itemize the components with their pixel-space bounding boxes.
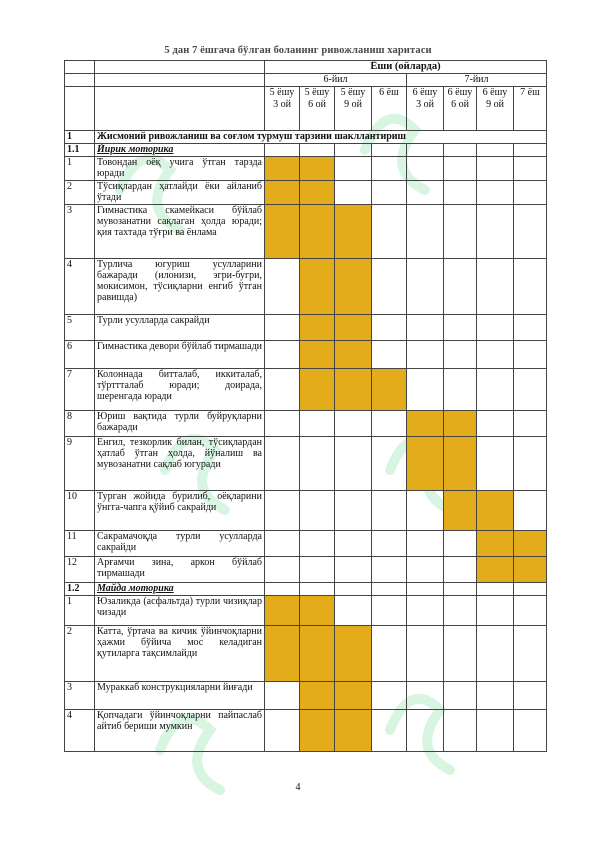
age-header: Ёши (ойларда) bbox=[265, 61, 547, 74]
milestone-cell-filled bbox=[300, 259, 335, 315]
row-number: 6 bbox=[65, 341, 95, 369]
development-map-table bbox=[64, 60, 547, 752]
milestone-cell bbox=[265, 682, 300, 710]
milestone-cell bbox=[477, 369, 514, 411]
subsection-number: 1.2 bbox=[65, 583, 95, 596]
month-header: 6 ёшу 6 ой bbox=[444, 87, 477, 131]
milestone-cell-filled bbox=[514, 557, 547, 583]
row-number: 1 bbox=[65, 157, 95, 181]
milestone-cell bbox=[477, 682, 514, 710]
year-6-header: 6-йил bbox=[265, 74, 407, 87]
milestone-cell bbox=[514, 596, 547, 626]
activity-text: Сакрамачоқда турли усулларда сакрайди bbox=[95, 531, 265, 557]
milestone-cell bbox=[514, 157, 547, 181]
activity-text: Гимнастика скамейкаси бўйлаб мувозанатни сақлаган ҳолда юради; қия тахтада тўғри ва ёнлама bbox=[95, 205, 265, 259]
milestone-cell bbox=[444, 369, 477, 411]
milestone-cell bbox=[265, 341, 300, 369]
milestone-cell-filled bbox=[335, 259, 372, 315]
milestone-cell bbox=[477, 596, 514, 626]
milestone-cell bbox=[407, 157, 444, 181]
milestone-cell bbox=[407, 205, 444, 259]
activity-text: Юзаликда (асфальтда) турли чизиқлар чизади bbox=[95, 596, 265, 626]
milestone-cell bbox=[335, 437, 372, 491]
activity-text: Колоннада битталаб, иккиталаб, тўрттталаб юради; доирада, шеренгада юради bbox=[95, 369, 265, 411]
milestone-cell bbox=[335, 557, 372, 583]
activity-text: Енгил, тезкорлик билан, тўсиқлардан ҳатлаб ўтган ҳолда, йўналиш ва мувозанатни сақлаб югуради bbox=[95, 437, 265, 491]
milestone-cell-filled bbox=[477, 557, 514, 583]
activity-text: Катта, ўртача ва кичик ўйинчоқларни ҳажми бўйича мос келадиган қутиларга тақсимлайди bbox=[95, 626, 265, 682]
milestone-cell bbox=[407, 531, 444, 557]
milestone-cell-filled bbox=[335, 205, 372, 259]
milestone-cell bbox=[514, 341, 547, 369]
activity-text: Қопчадаги ўйинчоқларни пайпаслаб айтиб бериши мумкин bbox=[95, 710, 265, 752]
milestone-cell bbox=[265, 315, 300, 341]
milestone-cell bbox=[514, 315, 547, 341]
subsection-title: Майда моторика bbox=[95, 583, 265, 596]
milestone-cell bbox=[444, 259, 477, 315]
milestone-cell bbox=[372, 157, 407, 181]
milestone-cell bbox=[444, 315, 477, 341]
activity-text: Юриш вақтида турли буйруқларни бажаради bbox=[95, 411, 265, 437]
milestone-cell bbox=[372, 596, 407, 626]
milestone-cell-filled bbox=[300, 626, 335, 682]
activity-text: Турли усулларда сакрайди bbox=[95, 315, 265, 341]
table-row bbox=[65, 626, 547, 682]
row-number: 1 bbox=[65, 596, 95, 626]
milestone-cell bbox=[372, 710, 407, 752]
activity-text: Гимнастика девори бўйлаб тирмашади bbox=[95, 341, 265, 369]
page-title: 5 дан 7 ёшгача бўлган боланинг ривожланиш харитаси bbox=[164, 45, 432, 56]
milestone-cell-filled bbox=[477, 491, 514, 531]
table-row bbox=[65, 596, 547, 626]
milestone-cell bbox=[372, 626, 407, 682]
milestone-cell bbox=[477, 341, 514, 369]
milestone-cell bbox=[372, 205, 407, 259]
milestone-cell bbox=[372, 411, 407, 437]
milestone-cell-filled bbox=[300, 596, 335, 626]
table-row bbox=[65, 205, 547, 259]
milestone-cell-filled bbox=[300, 369, 335, 411]
table-row bbox=[65, 369, 547, 411]
milestone-cell-filled bbox=[335, 369, 372, 411]
milestone-cell bbox=[477, 710, 514, 752]
activity-text: Турлича югуриш усулларини бажаради (илонизи, эгри-бугри, мокисимон, тўсиқларни енгиб ўтган равишда) bbox=[95, 259, 265, 315]
activity-text: Арғамчи зина, аркон бўйлаб тирмашади bbox=[95, 557, 265, 583]
milestone-cell bbox=[335, 411, 372, 437]
milestone-cell bbox=[514, 491, 547, 531]
row-number: 11 bbox=[65, 531, 95, 557]
row-number: 2 bbox=[65, 181, 95, 205]
milestone-cell bbox=[372, 437, 407, 491]
milestone-cell bbox=[407, 341, 444, 369]
month-header: 6 ёшу 9 ой bbox=[477, 87, 514, 131]
milestone-cell bbox=[514, 369, 547, 411]
milestone-cell bbox=[300, 491, 335, 531]
month-header: 7 ёш bbox=[514, 87, 547, 131]
table-row bbox=[65, 181, 547, 205]
milestone-cell bbox=[444, 682, 477, 710]
row-number: 9 bbox=[65, 437, 95, 491]
row-number: 5 bbox=[65, 315, 95, 341]
milestone-cell-filled bbox=[265, 181, 300, 205]
milestone-cell bbox=[265, 259, 300, 315]
milestone-cell-filled bbox=[335, 710, 372, 752]
milestone-cell bbox=[514, 682, 547, 710]
milestone-cell bbox=[372, 557, 407, 583]
table-row bbox=[65, 157, 547, 181]
milestone-cell-filled bbox=[444, 411, 477, 437]
milestone-cell bbox=[444, 710, 477, 752]
section-title: Жисмоний ривожланиш ва соғлом турмуш тарзини шакллантириш bbox=[95, 131, 547, 144]
milestone-cell-filled bbox=[514, 531, 547, 557]
table-row bbox=[65, 315, 547, 341]
milestone-cell bbox=[335, 181, 372, 205]
milestone-cell bbox=[335, 491, 372, 531]
milestone-cell bbox=[514, 626, 547, 682]
milestone-cell bbox=[407, 315, 444, 341]
milestone-cell bbox=[444, 626, 477, 682]
milestone-cell bbox=[477, 315, 514, 341]
milestone-cell bbox=[444, 531, 477, 557]
milestone-cell-filled bbox=[407, 437, 444, 491]
activity-text: Турган жойида бурилиб, оёқларини ўнгга-чапга қўйиб сакрайди bbox=[95, 491, 265, 531]
table-row bbox=[65, 557, 547, 583]
table-row bbox=[65, 341, 547, 369]
milestone-cell bbox=[372, 341, 407, 369]
month-header: 6 ёшу 3 ой bbox=[407, 87, 444, 131]
milestone-cell-filled bbox=[300, 315, 335, 341]
month-header: 5 ёшу 9 ой bbox=[335, 87, 372, 131]
milestone-cell bbox=[407, 710, 444, 752]
milestone-cell bbox=[372, 259, 407, 315]
row-number: 10 bbox=[65, 491, 95, 531]
month-header: 5 ёшу 6 ой bbox=[300, 87, 335, 131]
milestone-cell bbox=[300, 531, 335, 557]
table-row bbox=[65, 710, 547, 752]
milestone-cell-filled bbox=[444, 491, 477, 531]
milestone-cell-filled bbox=[265, 157, 300, 181]
milestone-cell bbox=[265, 491, 300, 531]
table-row bbox=[65, 531, 547, 557]
table-row bbox=[65, 437, 547, 491]
milestone-cell-filled bbox=[265, 205, 300, 259]
milestone-cell-filled bbox=[265, 626, 300, 682]
milestone-cell bbox=[372, 315, 407, 341]
milestone-cell bbox=[265, 557, 300, 583]
milestone-cell bbox=[477, 626, 514, 682]
milestone-cell bbox=[444, 205, 477, 259]
milestone-cell bbox=[407, 369, 444, 411]
milestone-cell bbox=[372, 531, 407, 557]
milestone-cell bbox=[407, 626, 444, 682]
milestone-cell bbox=[265, 369, 300, 411]
year-7-header: 7-йил bbox=[407, 74, 547, 87]
table-row bbox=[65, 682, 547, 710]
milestone-cell bbox=[300, 557, 335, 583]
milestone-cell bbox=[372, 181, 407, 205]
milestone-cell-filled bbox=[300, 341, 335, 369]
subsection-title: Йирик моторика bbox=[95, 144, 265, 157]
milestone-cell bbox=[335, 596, 372, 626]
milestone-cell-filled bbox=[300, 157, 335, 181]
milestone-cell bbox=[444, 157, 477, 181]
milestone-cell-filled bbox=[372, 369, 407, 411]
milestone-cell bbox=[335, 157, 372, 181]
row-number: 3 bbox=[65, 682, 95, 710]
milestone-cell-filled bbox=[335, 682, 372, 710]
milestone-cell bbox=[514, 710, 547, 752]
milestone-cell-filled bbox=[300, 710, 335, 752]
milestone-cell bbox=[300, 411, 335, 437]
milestone-cell bbox=[300, 437, 335, 491]
milestone-cell bbox=[407, 181, 444, 205]
section-number: 1 bbox=[65, 131, 95, 144]
table-row bbox=[65, 259, 547, 315]
milestone-cell-filled bbox=[300, 205, 335, 259]
milestone-cell-filled bbox=[444, 437, 477, 491]
milestone-cell bbox=[372, 682, 407, 710]
row-number: 7 bbox=[65, 369, 95, 411]
milestone-cell bbox=[444, 181, 477, 205]
milestone-cell bbox=[514, 411, 547, 437]
milestone-cell bbox=[407, 682, 444, 710]
milestone-cell bbox=[514, 259, 547, 315]
row-number: 8 bbox=[65, 411, 95, 437]
milestone-cell bbox=[265, 411, 300, 437]
milestone-cell-filled bbox=[265, 596, 300, 626]
activity-text: Тўсиқлардан ҳатлайди ёки айланиб ўтади bbox=[95, 181, 265, 205]
subsection-number: 1.1 bbox=[65, 144, 95, 157]
header-empty-num bbox=[65, 61, 95, 74]
activity-text: Мураккаб конструкцияларни йиғади bbox=[95, 682, 265, 710]
month-header: 6 ёш bbox=[372, 87, 407, 131]
row-number: 3 bbox=[65, 205, 95, 259]
milestone-cell bbox=[265, 710, 300, 752]
milestone-cell-filled bbox=[407, 411, 444, 437]
row-number: 4 bbox=[65, 710, 95, 752]
milestone-cell bbox=[477, 157, 514, 181]
row-number: 2 bbox=[65, 626, 95, 682]
milestone-cell bbox=[407, 491, 444, 531]
milestone-cell bbox=[514, 205, 547, 259]
milestone-cell bbox=[335, 531, 372, 557]
table-row bbox=[65, 411, 547, 437]
milestone-cell bbox=[514, 181, 547, 205]
milestone-cell bbox=[477, 181, 514, 205]
milestone-cell bbox=[407, 259, 444, 315]
milestone-cell-filled bbox=[335, 315, 372, 341]
milestone-cell bbox=[372, 491, 407, 531]
row-number: 4 bbox=[65, 259, 95, 315]
milestone-cell bbox=[477, 205, 514, 259]
milestone-cell bbox=[407, 596, 444, 626]
header-empty-text bbox=[95, 61, 265, 74]
milestone-cell-filled bbox=[300, 181, 335, 205]
milestone-cell bbox=[477, 411, 514, 437]
milestone-cell bbox=[444, 341, 477, 369]
milestone-cell bbox=[407, 557, 444, 583]
table-row bbox=[65, 491, 547, 531]
month-header: 5 ёшу 3 ой bbox=[265, 87, 300, 131]
row-number: 12 bbox=[65, 557, 95, 583]
milestone-cell bbox=[477, 259, 514, 315]
milestone-cell bbox=[514, 437, 547, 491]
page-number: 4 bbox=[295, 782, 301, 793]
milestone-cell bbox=[444, 557, 477, 583]
milestone-cell bbox=[265, 531, 300, 557]
milestone-cell-filled bbox=[300, 682, 335, 710]
milestone-cell bbox=[444, 596, 477, 626]
milestone-cell bbox=[265, 437, 300, 491]
activity-text: Товондан оёқ учига ўтган тарзда юради bbox=[95, 157, 265, 181]
milestone-cell-filled bbox=[477, 531, 514, 557]
milestone-cell-filled bbox=[335, 626, 372, 682]
milestone-cell bbox=[477, 437, 514, 491]
milestone-cell-filled bbox=[335, 341, 372, 369]
